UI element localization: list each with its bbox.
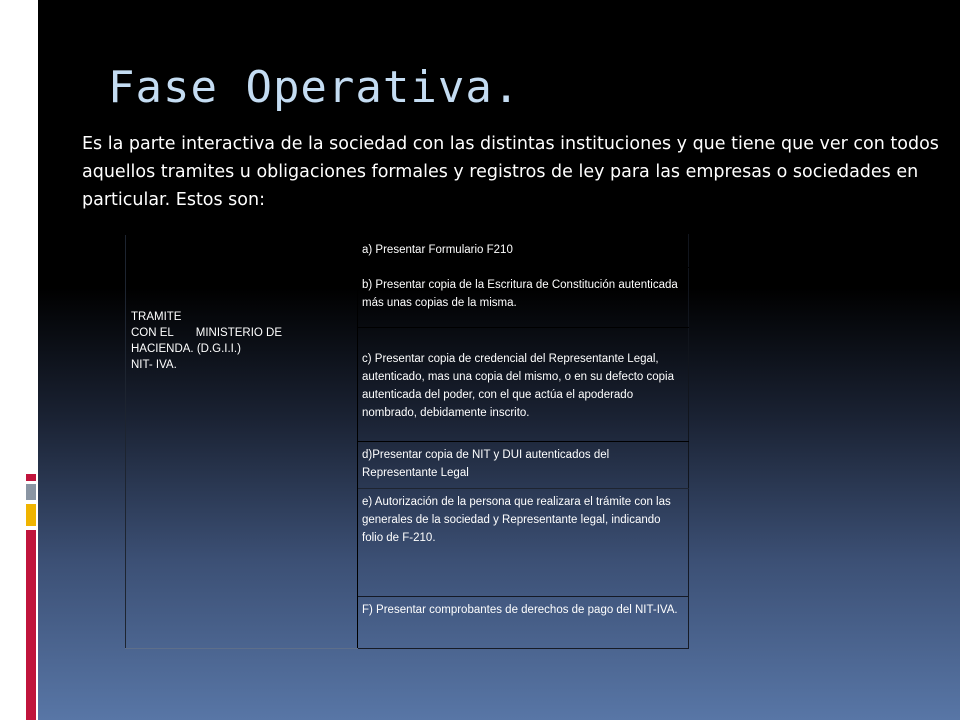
tramite-label-line: TRAMITE [131, 311, 182, 323]
requirement-cell [358, 235, 689, 268]
slide-title: Fase Operativa. [108, 62, 521, 113]
accent-bar-yellow [26, 504, 36, 526]
requirement-text-a: a) Presentar Formulario F210 [362, 244, 513, 256]
accent-bar-gray [26, 484, 36, 500]
table-row [126, 235, 689, 268]
requirement-text-e: e) Autorización de la persona que realizara el trámite con las generales de la sociedad y Representante legal, indicando folio de F-210. [362, 496, 671, 545]
tramite-label-line: NIT- IVA. [131, 359, 177, 371]
requirement-text-c: c) Presentar copia de credencial del Representante Legal, autenticado, mas una copia del mismo, o en su defecto copia autenticada del poder, con el que actúa el apoderado nombrado, debidamente inscrito. [362, 352, 674, 419]
requirement-cell [358, 597, 689, 649]
intro-paragraph: Es la parte interactiva de la sociedad con las distintas instituciones y que tiene que ver con todos aquellos tramites u obligaciones formales y registros de ley para las empresas o sociedades en particular. Estos son: [82, 134, 939, 210]
tramite-label-line: CON EL MINISTERIO DE [131, 327, 283, 339]
requirement-cell [358, 489, 689, 597]
accent-bar-red-top [26, 474, 36, 481]
requirement-text-d: d)Presentar copia de NIT y DUI autenticados del Representante Legal [362, 448, 610, 479]
tramite-label-line: HACIENDA. (D.G.I.I.) [131, 343, 241, 355]
tramite-label-cell [126, 235, 358, 649]
requirements-table [125, 234, 689, 649]
requirement-text-b: b) Presentar copia de la Escritura de Constitución autenticada más unas copias de la misma. [362, 279, 678, 310]
requirement-cell [358, 268, 689, 328]
accent-bar-red-bottom [26, 530, 36, 720]
requirement-cell [358, 327, 689, 441]
requirement-cell [358, 441, 689, 488]
requirement-text-f: F) Presentar comprobantes de derechos de pago del NIT-IVA. [362, 604, 678, 617]
left-margin-strip [0, 0, 38, 720]
